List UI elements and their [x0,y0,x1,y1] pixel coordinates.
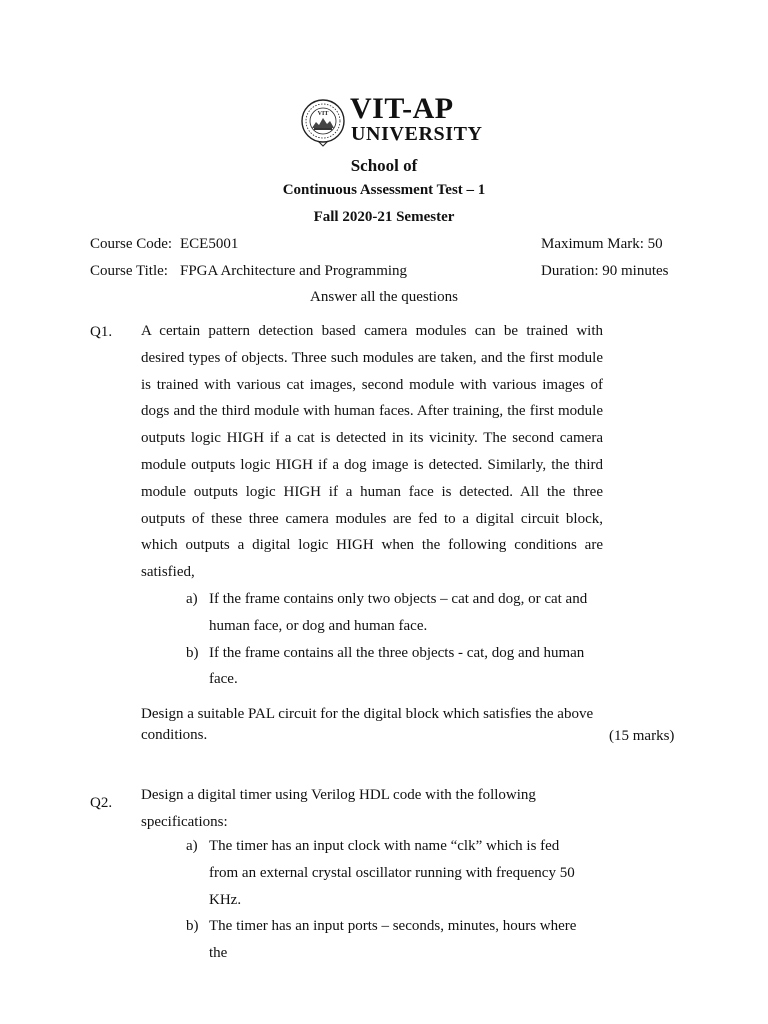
q1-line: is trained with various cat images, second module with various images of [141,376,603,393]
q2-specifications-list [186,833,586,967]
course-title: FPGA Architecture and Programming [180,263,408,279]
q1-number: Q1. [90,324,113,340]
seal-text: VIT [317,111,329,117]
brand-name: VIT-AP [350,92,454,125]
list-item [186,913,586,967]
list-item-text: The timer has an input clock with name “clk” which is fed from an external crystal oscillator running with frequency 50 KHz. [209,838,575,908]
q2-number: Q2. [90,795,113,811]
course-title-label: Course Title: [90,263,168,279]
q1-line: module outputs logic HIGH if a dog image is detected. Similarly, the third [141,456,603,473]
list-marker: b) [186,644,199,661]
list-item [186,640,590,694]
q1-paragraph [141,318,603,586]
q1-line: desired types of objects. Three such modules are taken, and the first module [141,349,603,366]
seal-icon [300,96,348,148]
q2-line1: Design a digital timer using Verilog HDL code with the following [141,787,536,803]
q1-line: outputs logic HIGH if a cat is detected in its vicinity. The second camera [141,430,603,447]
q1-line: A certain pattern detection based camera modules can be trained with [141,323,603,339]
university-logo [300,92,483,148]
q1-marks: (15 marks) [609,728,675,744]
list-item-text: The timer has an input ports – seconds, minutes, hours where the [209,918,577,962]
course-code-label: Course Code: [90,236,173,252]
list-item-text: If the frame contains only two objects – cat and dog, or cat and human face, or dog and human face. [209,591,588,634]
duration: Duration: 90 minutes [541,263,669,279]
q1-design-line1: Design a suitable PAL circuit for the digital block which satisfies the above [141,706,594,722]
instruction: Answer all the questions [310,289,458,305]
q1-line: dogs and the third module with human faces. After training, the first module [141,403,603,420]
semester-title: Fall 2020-21 Semester [313,209,455,225]
q1-design-line2: conditions. [141,727,208,743]
max-mark: Maximum Mark: 50 [541,236,663,252]
q1-line: satisfied, [141,564,195,581]
q1-line: which outputs a digital logic HIGH when the following conditions are [141,537,603,554]
list-item [186,833,586,913]
course-code: ECE5001 [180,236,239,252]
list-item-text: If the frame contains all the three objects - cat, dog and human face. [209,644,585,688]
q2-line2: specifications: [141,814,228,830]
school-heading: School of [350,156,418,175]
brand-subtitle: UNIVERSITY [351,123,483,145]
q1-line: outputs of these three camera modules are fed to a digital circuit block, [141,510,603,527]
list-marker: b) [186,918,199,935]
list-item [186,586,590,640]
list-marker: a) [186,591,198,607]
test-title: Continuous Assessment Test – 1 [282,182,486,198]
q1-line: module outputs logic HIGH if a human face is detected. All the three [141,483,603,500]
list-marker: a) [186,838,198,854]
q1-conditions-list [186,586,590,693]
